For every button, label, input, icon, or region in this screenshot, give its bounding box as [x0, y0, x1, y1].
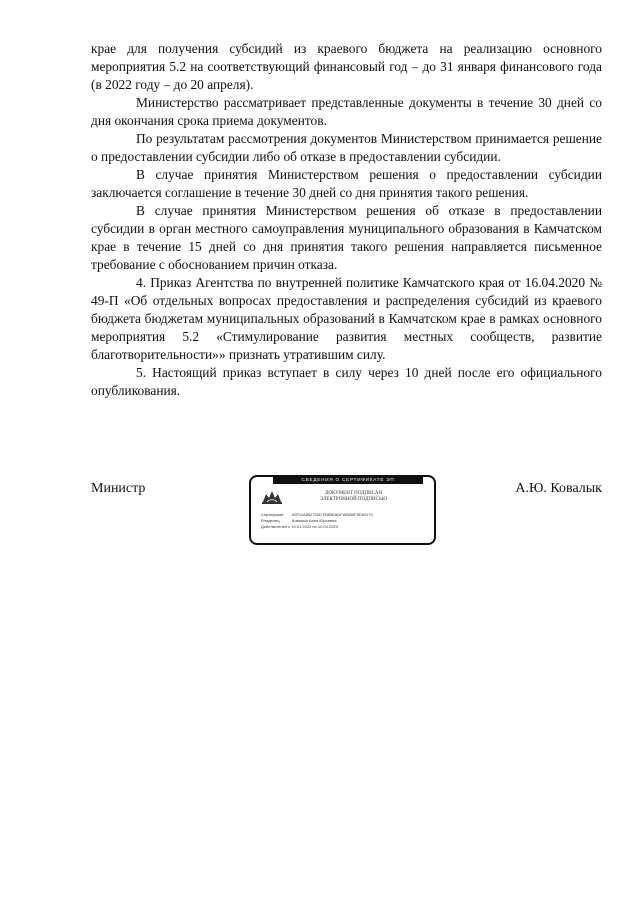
- paragraph-4: В случае принятия Министерством решения о предоставлении субсидии заключается соглашение в течение 30 дней со дня принятия такого решения.: [91, 167, 602, 200]
- signer-name: А.Ю. Ковалык: [515, 481, 602, 496]
- paragraph-7: 5. Настоящий приказ вступает в силу через 10 дней после его официального опубликования.: [91, 365, 602, 398]
- paragraph-5: В случае принятия Министерством решения об отказе в предоставлении субсидии в орган местного самоуправления муниципального образования в Камчатском крае в течение 15 дней со дня принятия такого решения направляется письменное требование с обоснованием причин отказа.: [91, 203, 602, 272]
- certificate-value: 00F11A852752DTE8BEADFWDB0F5D04170: [292, 512, 373, 517]
- electronic-signature-stamp: [249, 475, 436, 545]
- owner-label: Владелец: [261, 518, 280, 523]
- stamp-title-line2: ЭЛЕКТРОННОЙ ПОДПИСЬЮ: [320, 497, 387, 502]
- stamp-fields: [261, 512, 431, 530]
- paragraph-2: Министерство рассматривает представленные документы в течение 30 дней со дня окончания срока приема документов.: [91, 95, 602, 128]
- paragraph-3: По результатам рассмотрения документов Министерством принимается решение о предоставлении субсидии либо об отказе в предоставлении субсидии.: [91, 131, 602, 164]
- owner-value: Ковалык Анна Юрьевна: [292, 518, 337, 523]
- document-body: [91, 40, 602, 400]
- stamp-header: СВЕДЕНИЯ О СЕРТИФИКАТЕ ЭП: [273, 476, 423, 484]
- paragraph-6: 4. Приказ Агентства по внутренней политике Камчатского края от 16.04.2020 № 49-П «Об отдельных вопросах предоставления и распределения субсидий из краевого бюджета бюджетам муниципальных образований в Камчатском крае в рамках основного мероприятия 5.2 «Стимулирование развития местных сообществ, развитие благотворительности»» признать утратившим силу.: [91, 275, 602, 362]
- stamp-title-line1: ДОКУМЕНТ ПОДПИСАН: [324, 491, 383, 496]
- signer-role: Министр: [91, 481, 146, 496]
- coat-of-arms-icon: [261, 487, 283, 505]
- paragraph-1: крае для получения субсидий из краевого бюджета на реализацию основного мероприятия 5.2 на соответствующий финансовый год – до 31 января финансового года (в 2022 году – до 20 апреля).: [91, 41, 602, 92]
- validity-text: Действителен с 10.01.2022 по 10.04.2023: [261, 524, 338, 529]
- stamp-title: [291, 491, 416, 503]
- certificate-label: Сертификат: [261, 512, 284, 517]
- signature-block: [91, 477, 602, 551]
